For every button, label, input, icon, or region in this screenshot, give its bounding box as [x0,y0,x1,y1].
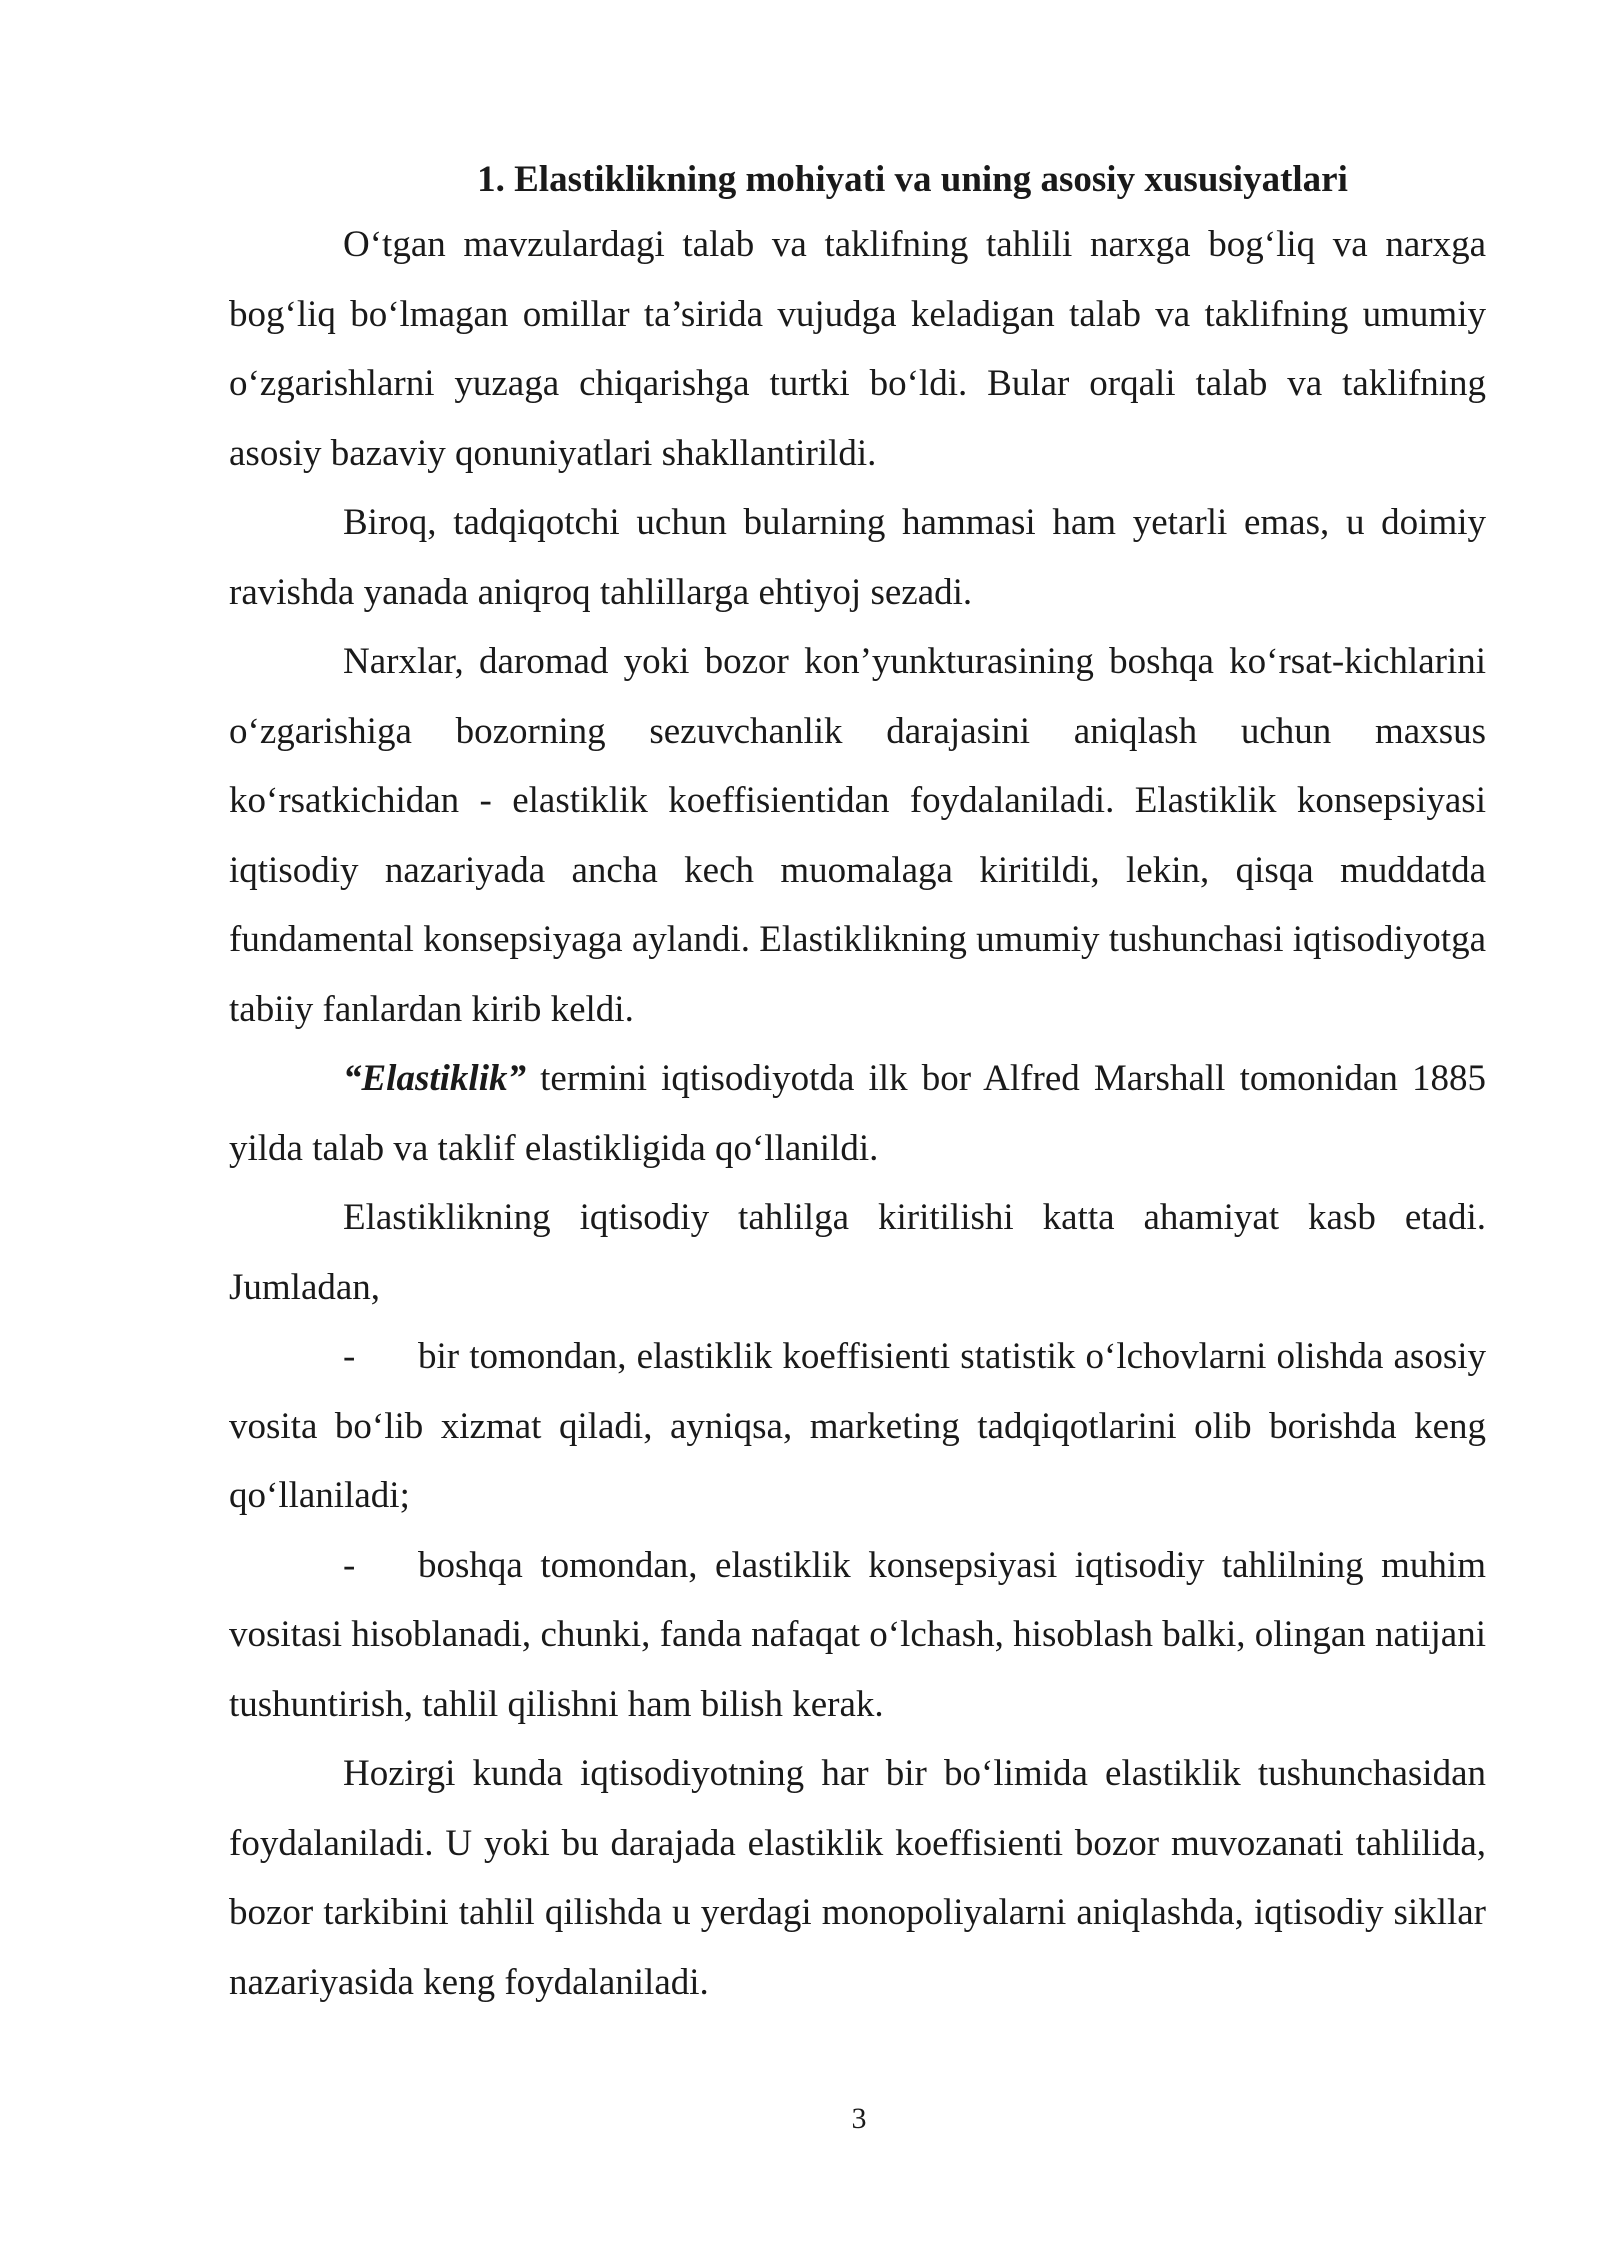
paragraph-importance: Elastiklikning iqtisodiy tahlilga kiritilishi katta ahamiyat kasb etadi. Jumladan, [229,1197,1486,1308]
page-number: 3 [851,2102,867,2135]
list-item-text: boshqa tomondan, elastiklik konsepsiyasi iqtisodiy tahlilning muhim vositasi hisoblanadi, chunki, fanda nafaqat o‘lchash, hisoblash balki, olingan natijani tushuntirish, tahlil qilishni ham bilish kerak. [229,1544,1486,1725]
section-heading: 1. Elastiklikning mohiyati va uning asosiy xususiyatlari [477,159,1348,200]
list-item-text: bir tomondan, elastiklik koeffisienti statistik o‘lchovlarni olishda asosiy vosita bo‘lib xizmat qiladi, ayniqsa, marketing tadqiqotlarini olib borishda keng qo‘llaniladi; [229,1336,1486,1516]
list-item [229,1531,1486,1740]
term-origin-text: termini iqtisodiyotda ilk bor Alfred Marshall tomonidan 1885 yilda talab va taklif elastikligida qo‘llanildi. [229,1058,1486,1169]
list-dash: - [343,1544,356,1586]
paragraph-elasticity-coefficient: Narxlar, daromad yoki bozor kon’yunkturasining boshqa ko‘rsat-kichlarini o‘zgarishiga bozorning sezuvchanlik darajasini aniqlash uchun maxsus ko‘rsatkichidan - elastiklik koeffisientidan foydalaniladi. Elastiklik konsepsiyasi iqtisodiy nazariyada ancha kech muomalaga kiritildi, lekin, qisqa muddatda fundamental konsepsiyaga aylandi. Elastiklikning umumiy tushunchasi iqtisodiyotga tabiiy fanlardan kirib keldi. [229,641,1486,1030]
list-dash: - [343,1336,356,1377]
paragraph-term-origin [229,1044,1486,1183]
list-item [229,1322,1486,1531]
paragraph-researcher: Biroq, tadqiqotchi uchun bularning hammasi ham yetarli emas, u doimiy ravishda yanada aniqroq tahlillarga ehtiyoj sezadi. [229,502,1486,613]
term-elastiklik: “Elastiklik” [343,1058,526,1099]
paragraph-current-usage: Hozirgi kunda iqtisodiyotning har bir bo‘limida elastiklik tushunchasidan foydalaniladi. U yoki bu darajada elastiklik koeffisienti bozor muvozanati tahlilida, bozor tarkibini tahlil qilishda u yerdagi monopoliyalarni aniqlashda, iqtisodiy sikllar nazariyasida keng foydalaniladi. [229,1753,1486,2003]
paragraph-intro: O‘tgan mavzulardagi talab va taklifning tahlili narxga bog‘liq va narxga bog‘liq bo‘lmagan omillar ta’sirida vujudga keladigan talab va taklifning umumiy o‘zgarishlarni yuzaga chiqarishga turtki bo‘ldi. Bular orqali talab va taklifning asosiy bazaviy qonuniyatlari shakllantirildi. [229,224,1486,474]
document-page [229,150,1486,2017]
